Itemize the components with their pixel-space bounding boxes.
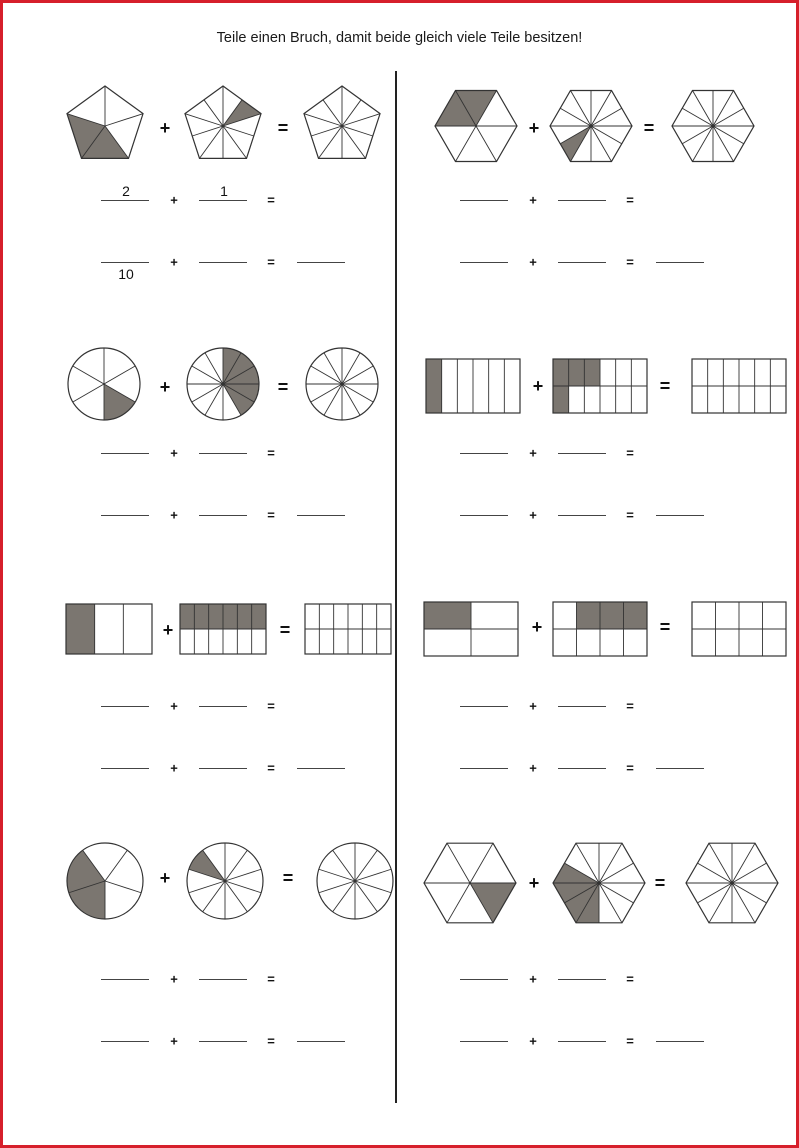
shaded-part [66, 604, 95, 654]
division-line [104, 366, 135, 384]
blank-denominator-2[interactable] [558, 768, 606, 769]
task1-result [299, 83, 385, 169]
plus-sign: + [159, 377, 171, 397]
blank-result[interactable] [297, 1041, 345, 1042]
blank-denominator-2[interactable] [199, 1041, 247, 1042]
division-line [199, 126, 223, 158]
blank-numerator-2[interactable] [558, 453, 606, 454]
division-line [447, 883, 470, 923]
division-line [732, 883, 767, 903]
division-line [698, 863, 733, 883]
blank-numerator-1[interactable] [101, 453, 149, 454]
blank-numerator-1[interactable] [101, 706, 149, 707]
shaded-part [600, 602, 624, 629]
equals-sign: = [626, 698, 634, 714]
shaded-part [252, 604, 266, 629]
equals-sign: = [267, 254, 275, 270]
division-line [693, 126, 714, 162]
shaded-part [560, 126, 591, 162]
plus-sign: + [529, 192, 537, 208]
shaded-part [237, 604, 251, 629]
task3-figure-1 [65, 345, 143, 423]
task8-result [683, 834, 781, 932]
task3-figure-2 [184, 345, 262, 423]
blank-denominator-1[interactable] [460, 768, 508, 769]
division-line [192, 126, 223, 136]
blank-result[interactable] [656, 768, 704, 769]
division-line [304, 114, 342, 126]
blank-numerator-2[interactable] [199, 979, 247, 980]
equals-sign: = [267, 760, 275, 776]
column-divider [395, 71, 397, 1103]
equals-sign: = [277, 377, 289, 397]
plus-sign: + [170, 1033, 178, 1049]
plus-sign: + [159, 868, 171, 888]
task7-result [314, 840, 396, 922]
division-line [732, 843, 755, 883]
plus-sign: + [528, 873, 540, 893]
blank-numerator-2[interactable] [199, 706, 247, 707]
division-line [591, 126, 612, 162]
task5-figure-1 [65, 603, 153, 655]
blank-numerator-2[interactable] [199, 200, 247, 201]
blank-numerator-1[interactable] [460, 200, 508, 201]
division-line [203, 881, 225, 912]
equals-sign: = [626, 971, 634, 987]
division-line [698, 883, 733, 903]
shaded-part [553, 863, 599, 883]
division-line [599, 883, 634, 903]
equals-sign: = [626, 507, 634, 523]
equals-sign: = [267, 445, 275, 461]
blank-denominator-1[interactable] [101, 262, 149, 263]
equals-sign: = [267, 698, 275, 714]
equals-sign: = [267, 971, 275, 987]
division-line [318, 126, 342, 158]
division-line [355, 881, 391, 893]
task4-figure-1 [425, 358, 521, 414]
plus-sign: + [529, 1033, 537, 1049]
equals-sign: = [654, 873, 666, 893]
blank-denominator-1[interactable] [101, 515, 149, 516]
task4-result [691, 358, 787, 414]
task6-figure-2 [552, 601, 648, 657]
division-line [73, 384, 104, 402]
division-line [225, 881, 261, 893]
blank-result[interactable] [656, 1041, 704, 1042]
task2-result [669, 82, 757, 170]
plus-sign: + [528, 118, 540, 138]
plus-sign: + [532, 376, 544, 396]
division-line [225, 869, 261, 881]
division-line [599, 863, 634, 883]
blank-numerator-1[interactable] [460, 706, 508, 707]
shaded-part [424, 602, 471, 629]
plus-sign: + [529, 445, 537, 461]
plus-sign: + [170, 254, 178, 270]
division-line [185, 114, 223, 126]
plus-sign: + [529, 507, 537, 523]
blank-result[interactable] [297, 768, 345, 769]
blank-numerator-2[interactable] [558, 706, 606, 707]
division-line [105, 114, 143, 126]
division-line [591, 90, 612, 126]
blank-denominator-1[interactable] [460, 515, 508, 516]
task2-figure-1 [432, 82, 520, 170]
task6-result [691, 601, 787, 657]
plus-sign: + [170, 971, 178, 987]
shaded-part [569, 359, 585, 386]
shaded-part [553, 386, 569, 413]
shaded-part [180, 604, 194, 629]
division-line [693, 90, 714, 126]
plus-sign: + [170, 760, 178, 776]
division-line [319, 869, 355, 881]
division-line [73, 366, 104, 384]
blank-numerator-1[interactable] [101, 200, 149, 201]
plus-sign: + [529, 760, 537, 776]
equals-sign: = [626, 760, 634, 776]
plus-sign: + [170, 445, 178, 461]
plus-sign: + [170, 507, 178, 523]
equals-sign: = [267, 1033, 275, 1049]
blank-denominator-2[interactable] [558, 1041, 606, 1042]
task2-figure-2 [547, 82, 635, 170]
equals-sign: = [267, 192, 275, 208]
blank-result[interactable] [656, 515, 704, 516]
blank-denominator-2[interactable] [558, 515, 606, 516]
blank-numerator-2[interactable] [558, 200, 606, 201]
division-line [599, 883, 622, 923]
blank-numerator-1[interactable] [101, 979, 149, 980]
shaded-part [470, 883, 516, 923]
division-line [311, 126, 342, 136]
task8-figure-2 [550, 834, 648, 932]
division-line [599, 843, 622, 883]
division-line [225, 881, 247, 912]
division-line [225, 850, 247, 881]
shaded-part [189, 850, 225, 881]
blank-numerator-2[interactable] [199, 453, 247, 454]
task8-figure-1 [421, 834, 519, 932]
plus-sign: + [531, 617, 543, 637]
division-line [355, 869, 391, 881]
division-line [713, 90, 734, 126]
blank-result[interactable] [656, 262, 704, 263]
division-line [709, 883, 732, 923]
division-line [333, 881, 355, 912]
division-line [323, 100, 342, 126]
division-line [223, 126, 247, 158]
division-line [476, 126, 497, 162]
equals-sign: = [659, 617, 671, 637]
blank-denominator-2[interactable] [199, 515, 247, 516]
division-line [204, 100, 223, 126]
blank-denominator-1[interactable] [460, 1041, 508, 1042]
task1-figure-2 [180, 83, 266, 169]
division-line [456, 126, 477, 162]
equals-sign: = [626, 192, 634, 208]
division-line [342, 126, 366, 158]
shaded-part [223, 100, 261, 126]
shaded-part [577, 602, 601, 629]
division-line [713, 126, 734, 162]
task5-result [304, 603, 392, 655]
plus-sign: + [529, 698, 537, 714]
division-line [319, 881, 355, 893]
division-line [342, 114, 380, 126]
division-line [355, 881, 377, 912]
worksheet-title: Teile einen Bruch, damit beide gleich viele Teile besitzen! [216, 30, 583, 46]
division-line [105, 850, 127, 881]
equals-sign: = [277, 118, 289, 138]
equals-sign: = [659, 376, 671, 396]
division-line [709, 843, 732, 883]
blank-numerator-2[interactable] [558, 979, 606, 980]
shaded-part [209, 604, 223, 629]
division-line [470, 843, 493, 883]
division-line [732, 883, 755, 923]
equals-sign: = [279, 620, 291, 640]
equals-sign: = [626, 445, 634, 461]
task1-figure-1 [62, 83, 148, 169]
task3-result [303, 345, 381, 423]
example-numerator-1: 2 [122, 183, 130, 199]
example-denominator-1: 10 [118, 266, 134, 282]
blank-result[interactable] [297, 262, 345, 263]
example-numerator-2: 1 [220, 183, 228, 199]
task7-figure-2 [184, 840, 266, 922]
plus-sign: + [529, 971, 537, 987]
task5-figure-2 [179, 603, 267, 655]
task6-figure-1 [423, 601, 519, 657]
shaded-part [584, 359, 600, 386]
equals-sign: = [626, 1033, 634, 1049]
division-line [189, 881, 225, 893]
division-line [571, 90, 592, 126]
blank-result[interactable] [297, 515, 345, 516]
plus-sign: + [162, 620, 174, 640]
equals-sign: = [643, 118, 655, 138]
shaded-part [223, 604, 237, 629]
division-line [342, 126, 373, 136]
division-line [105, 881, 141, 893]
blank-numerator-1[interactable] [460, 979, 508, 980]
division-line [342, 100, 361, 126]
equals-sign: = [282, 868, 294, 888]
blank-denominator-1[interactable] [460, 262, 508, 263]
shaded-part [194, 604, 208, 629]
shaded-part [104, 384, 135, 420]
plus-sign: + [529, 254, 537, 270]
equals-sign: = [626, 254, 634, 270]
division-line [355, 850, 377, 881]
shaded-part [426, 359, 442, 413]
plus-sign: + [170, 698, 178, 714]
shaded-part [624, 602, 648, 629]
shaded-part [553, 359, 569, 386]
blank-denominator-2[interactable] [199, 768, 247, 769]
blank-numerator-1[interactable] [460, 453, 508, 454]
plus-sign: + [159, 118, 171, 138]
division-line [333, 850, 355, 881]
equals-sign: = [267, 507, 275, 523]
task7-figure-1 [64, 840, 146, 922]
division-line [732, 863, 767, 883]
blank-denominator-1[interactable] [101, 768, 149, 769]
division-line [447, 843, 470, 883]
blank-denominator-2[interactable] [558, 262, 606, 263]
task4-figure-2 [552, 358, 648, 414]
plus-sign: + [170, 192, 178, 208]
blank-denominator-1[interactable] [101, 1041, 149, 1042]
division-line [223, 126, 254, 136]
blank-denominator-2[interactable] [199, 262, 247, 263]
